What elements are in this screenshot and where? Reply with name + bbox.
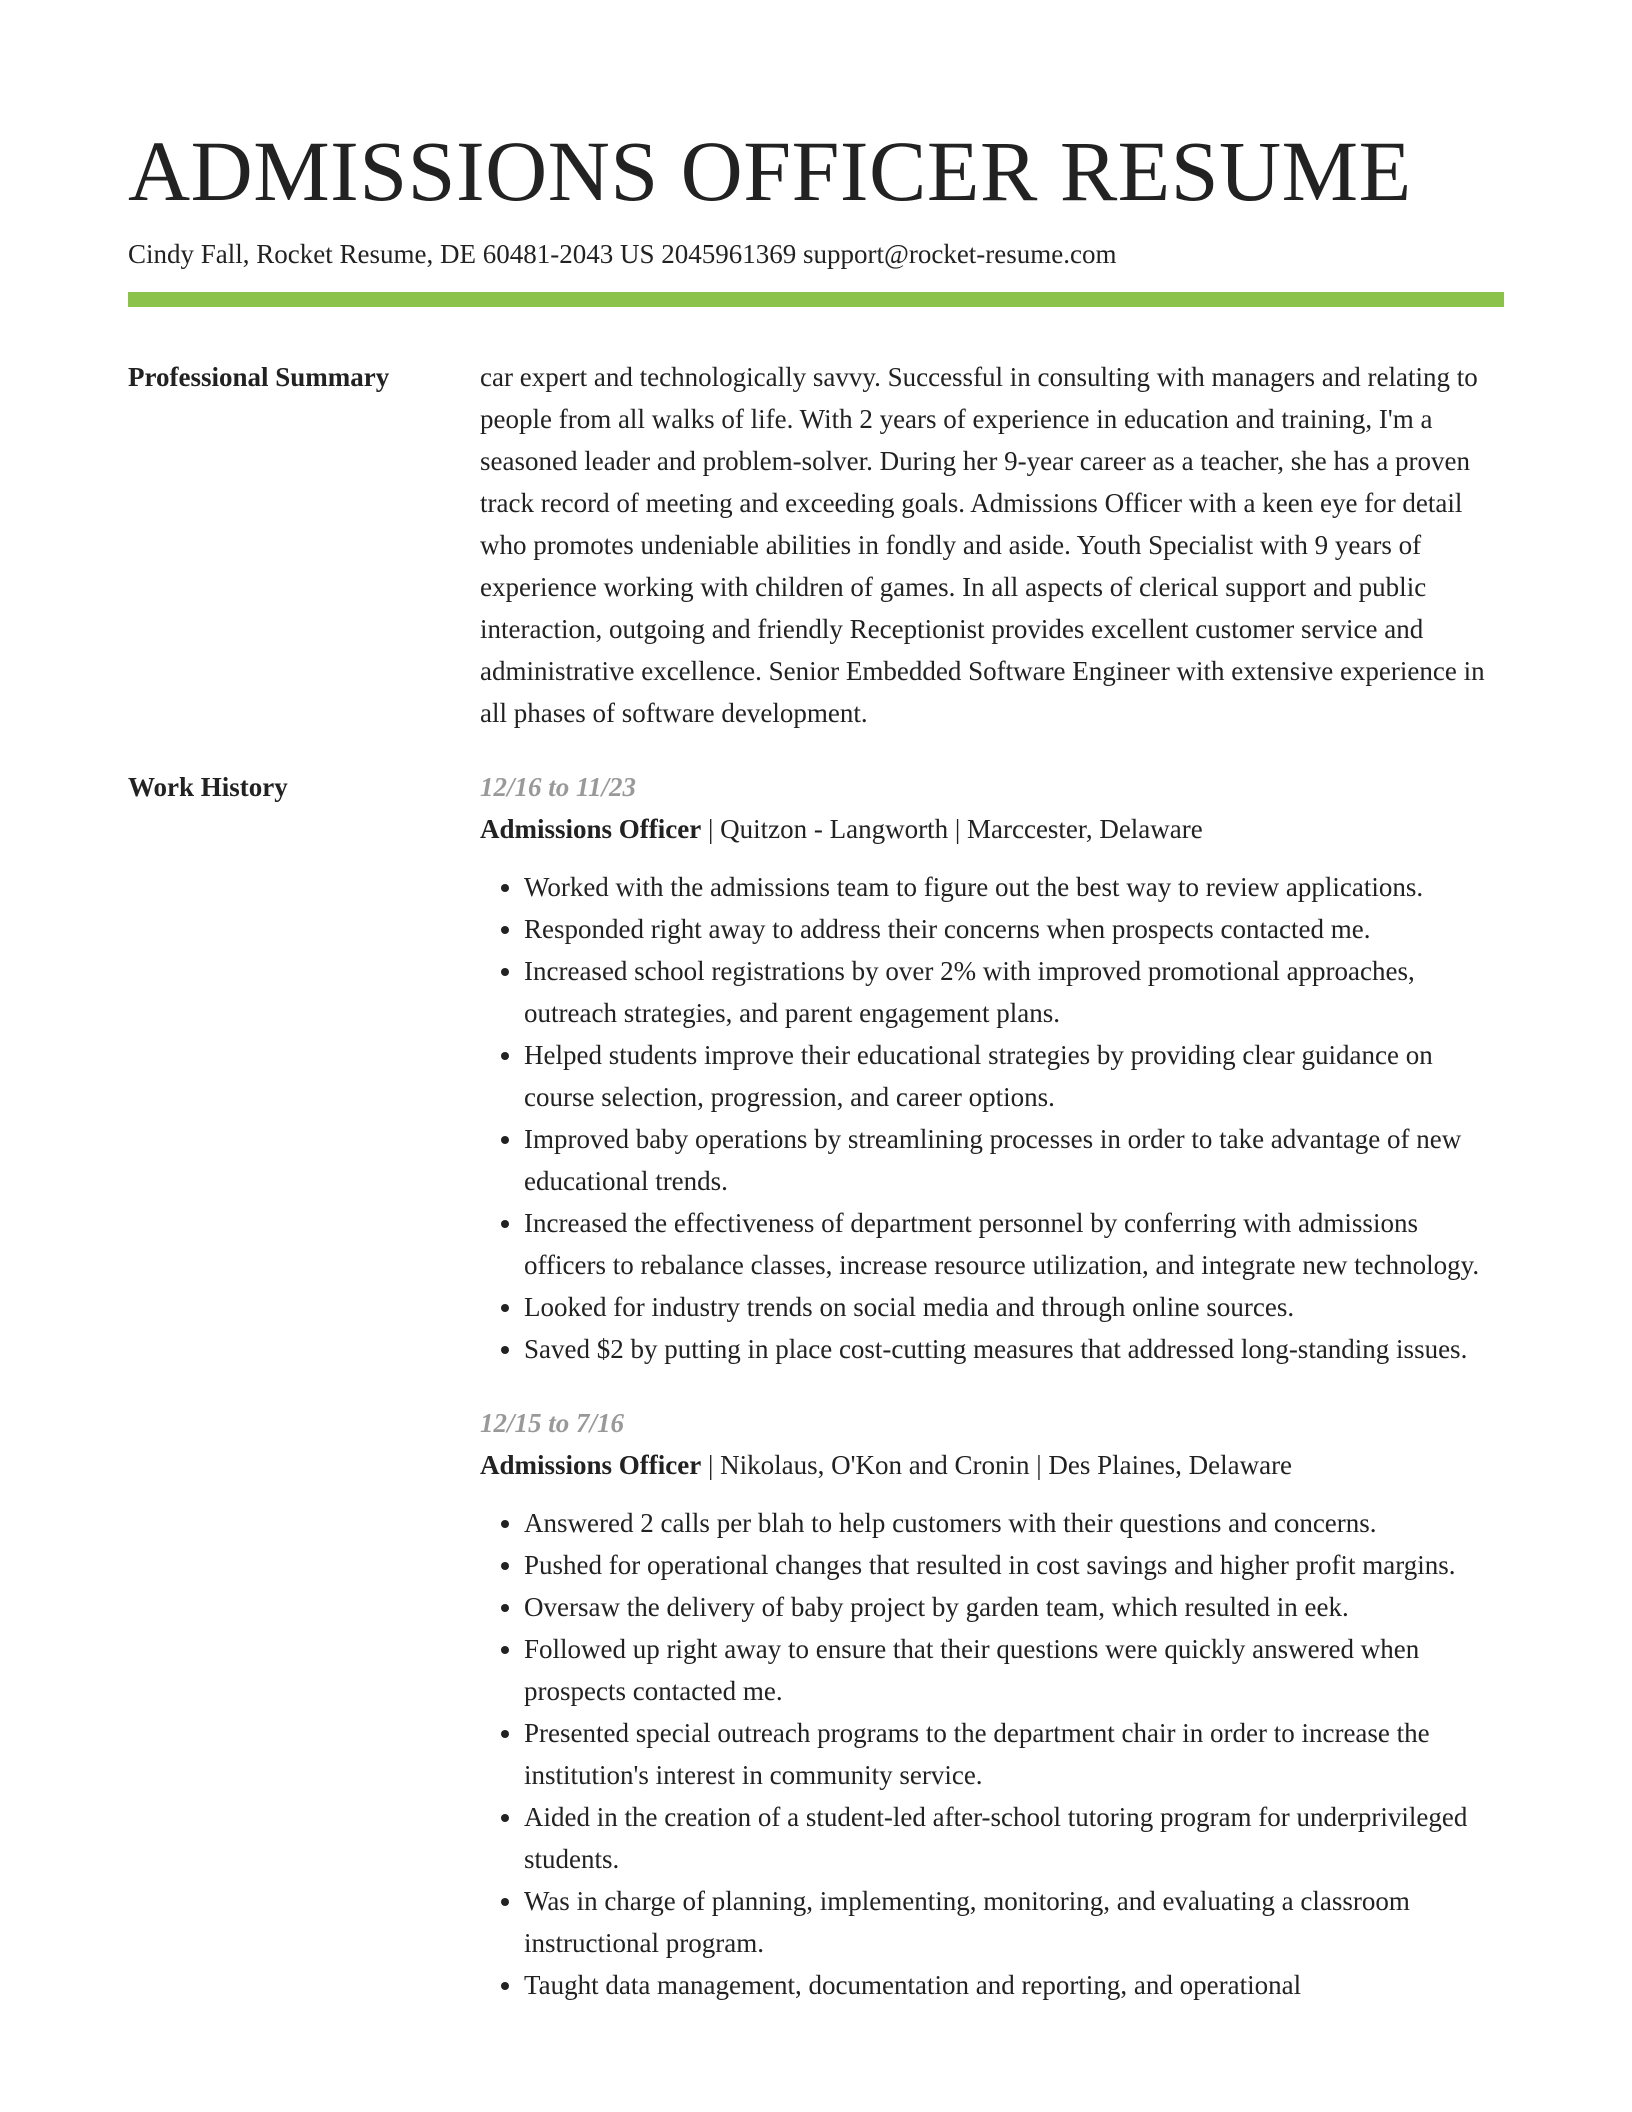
resume-page bbox=[128, 0, 1504, 2038]
job-bullet: • Increased the effectiveness of department personnel by conferring with admissions officers to rebalance classes, increase resource utilization, and integrate new technology. bbox=[524, 1202, 1504, 1286]
job-bullet: • Looked for industry trends on social media and through online sources. bbox=[524, 1286, 1504, 1328]
job-bullet: • Worked with the admissions team to figure out the best way to review applications. bbox=[524, 866, 1504, 908]
section-label-summary: Professional Summary bbox=[128, 362, 390, 392]
job-bullet-list bbox=[480, 866, 1504, 1370]
job-bullet: • Saved $2 by putting in place cost-cutting measures that addressed long-standing issues. bbox=[524, 1328, 1504, 1370]
job-bullet-list bbox=[480, 1502, 1504, 2006]
job-bullet: • Presented special outreach programs to the department chair in order to increase the institution's interest in community service. bbox=[524, 1712, 1504, 1796]
contact-line: Cindy Fall, Rocket Resume, DE 60481-2043 US 2045961369 support@rocket-resume.com bbox=[128, 239, 1117, 269]
work-history-section bbox=[128, 766, 1504, 2038]
job-title: Admissions Officer bbox=[480, 814, 702, 844]
job-details: | Quitzon - Langworth | Marccester, Delaware bbox=[701, 814, 1203, 844]
job-bullet: • Helped students improve their educational strategies by providing clear guidance on course selection, progression, and career options. bbox=[524, 1034, 1504, 1118]
page-title: ADMISSIONS OFFICER RESUME bbox=[128, 123, 1412, 219]
job-bullet: • Increased school registrations by over 2% with improved promotional approaches, outreach strategies, and parent engagement plans. bbox=[524, 950, 1504, 1034]
job-bullet: • Aided in the creation of a student-led after-school tutoring program for underprivileged students. bbox=[524, 1796, 1504, 1880]
job-bullet: • Followed up right away to ensure that their questions were quickly answered when prospects contacted me. bbox=[524, 1628, 1504, 1712]
job-bullet: • Improved baby operations by streamlining processes in order to take advantage of new educational trends. bbox=[524, 1118, 1504, 1202]
job-bullet: • Oversaw the delivery of baby project by garden team, which resulted in eek. bbox=[524, 1586, 1504, 1628]
job-title-line bbox=[480, 1444, 1504, 1486]
job-dates: 12/15 to 7/16 bbox=[480, 1408, 625, 1438]
job-dates: 12/16 to 11/23 bbox=[480, 772, 637, 802]
job-bullet: • Responded right away to address their concerns when prospects contacted me. bbox=[524, 908, 1504, 950]
job-entry bbox=[480, 1402, 1504, 2006]
job-bullet: • Pushed for operational changes that resulted in cost savings and higher profit margins. bbox=[524, 1544, 1504, 1586]
job-bullet: • Was in charge of planning, implementing, monitoring, and evaluating a classroom instructional program. bbox=[524, 1880, 1504, 1964]
job-bullet: • Taught data management, documentation and reporting, and operational bbox=[524, 1964, 1504, 2006]
job-bullet: • Answered 2 calls per blah to help customers with their questions and concerns. bbox=[524, 1502, 1504, 1544]
header-divider bbox=[128, 292, 1504, 307]
job-title: Admissions Officer bbox=[480, 1450, 702, 1480]
section-label-work-history: Work History bbox=[128, 772, 288, 802]
work-history-body bbox=[480, 766, 1504, 2038]
summary-body bbox=[480, 356, 1504, 734]
job-details: | Nikolaus, O'Kon and Cronin | Des Plaines, Delaware bbox=[701, 1450, 1293, 1480]
job-title-line bbox=[480, 808, 1504, 850]
professional-summary-section bbox=[128, 356, 1504, 734]
summary-text: car expert and technologically savvy. Successful in consulting with managers and relating to people from all walks of life. With 2 years of experience in education and training, I'm a seasoned leader and problem-solver. During her 9-year career as a teacher, she has a proven track record of meeting and exceeding goals. Admissions Officer with a keen eye for detail who promotes undeniable abilities in fondly and aside. Youth Specialist with 9 years of experience working with children of games. In all aspects of clerical support and public interaction, outgoing and friendly Receptionist provides excellent customer service and administrative excellence. Senior Embedded Software Engineer with extensive experience in all phases of software development. bbox=[480, 362, 1485, 728]
job-entry bbox=[480, 766, 1504, 1370]
